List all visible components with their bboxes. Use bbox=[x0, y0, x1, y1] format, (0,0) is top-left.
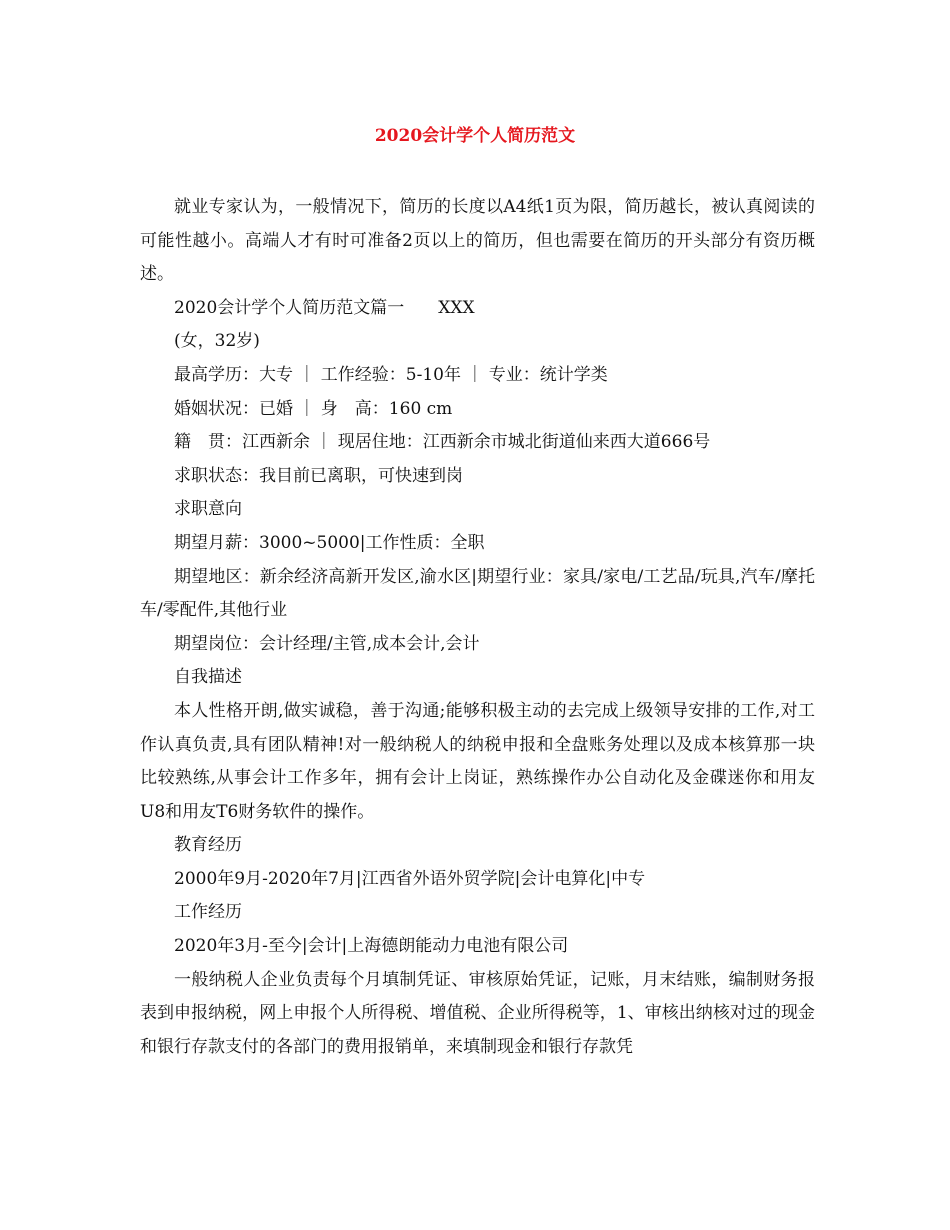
hometown-residence-line: 籍 贯：江西新余 ｜ 现居住地：江西新余市城北街道仙来西大道666号 bbox=[174, 432, 711, 453]
work-description-paragraph: 一般纳税人企业负责每个月填制凭证、审核原始凭证，记账，月末结账，编制财务报表到申报纳税，网上申报个人所得税、增值税、企业所得税等，1、审核出纳核对过的现金和银行存款支付的各部门的费用报销单，来填制现金和银行存款凭 bbox=[140, 969, 815, 1057]
education-entry: 2000年9月-2020年7月|江西省外语外贸学院|会计电算化|中专 bbox=[174, 868, 646, 889]
document-body bbox=[140, 191, 815, 1064]
expected-region-line: 期望地区：新余经济高新开发区,渝水区|期望行业：家具/家电/工艺品/玩具,汽车/摩托车/零配件,其他行业 bbox=[140, 566, 815, 621]
section-heading-job-intent: 求职意向 bbox=[174, 499, 242, 520]
expected-salary-line: 期望月薪：3000~5000|工作性质：全职 bbox=[174, 532, 485, 553]
document-title: 2020会计学个人简历范文 bbox=[374, 126, 576, 146]
education-experience-line: 最高学历：大专 ｜ 工作经验：5-10年 ｜ 专业：统计学类 bbox=[174, 364, 608, 385]
self-description-paragraph: 本人性格开朗,做实诚稳，善于沟通;能够积极主动的去完成上级领导安排的工作,对工作认真负责,具有团队精神!对一般纳税人的纳税申报和全盘账务处理以及成本核算那一块比较熟练,从事会计工作多年，拥有会计上岗证，熟练操作办公自动化及金碟迷你和用友U8和用友T6财务软件的操作。 bbox=[140, 700, 815, 822]
section-heading-work: 工作经历 bbox=[174, 902, 242, 923]
expected-position-line: 期望岗位：会计经理/主管,成本会计,会计 bbox=[174, 633, 480, 654]
section-heading-self-description: 自我描述 bbox=[174, 667, 242, 688]
job-status-line: 求职状态：我目前已离职，可快速到岗 bbox=[174, 465, 463, 486]
intro-paragraph: 就业专家认为，一般情况下，简历的长度以A4纸1页为限，简历越长，被认真阅读的可能性越小。高端人才有时可准备2页以上的简历，但也需要在简历的开头部分有资历概述。 bbox=[140, 197, 815, 285]
section-heading-education: 教育经历 bbox=[174, 835, 242, 856]
gender-age-line: (女，32岁) bbox=[174, 331, 260, 352]
marital-height-line: 婚姻状况：已婚 ｜ 身 高：160 cm bbox=[174, 398, 453, 419]
work-entry: 2020年3月-至今|会计|上海德朗能动力电池有限公司 bbox=[174, 936, 569, 957]
resume-heading-line: 2020会计学个人简历范文篇一 XXX bbox=[174, 297, 475, 318]
